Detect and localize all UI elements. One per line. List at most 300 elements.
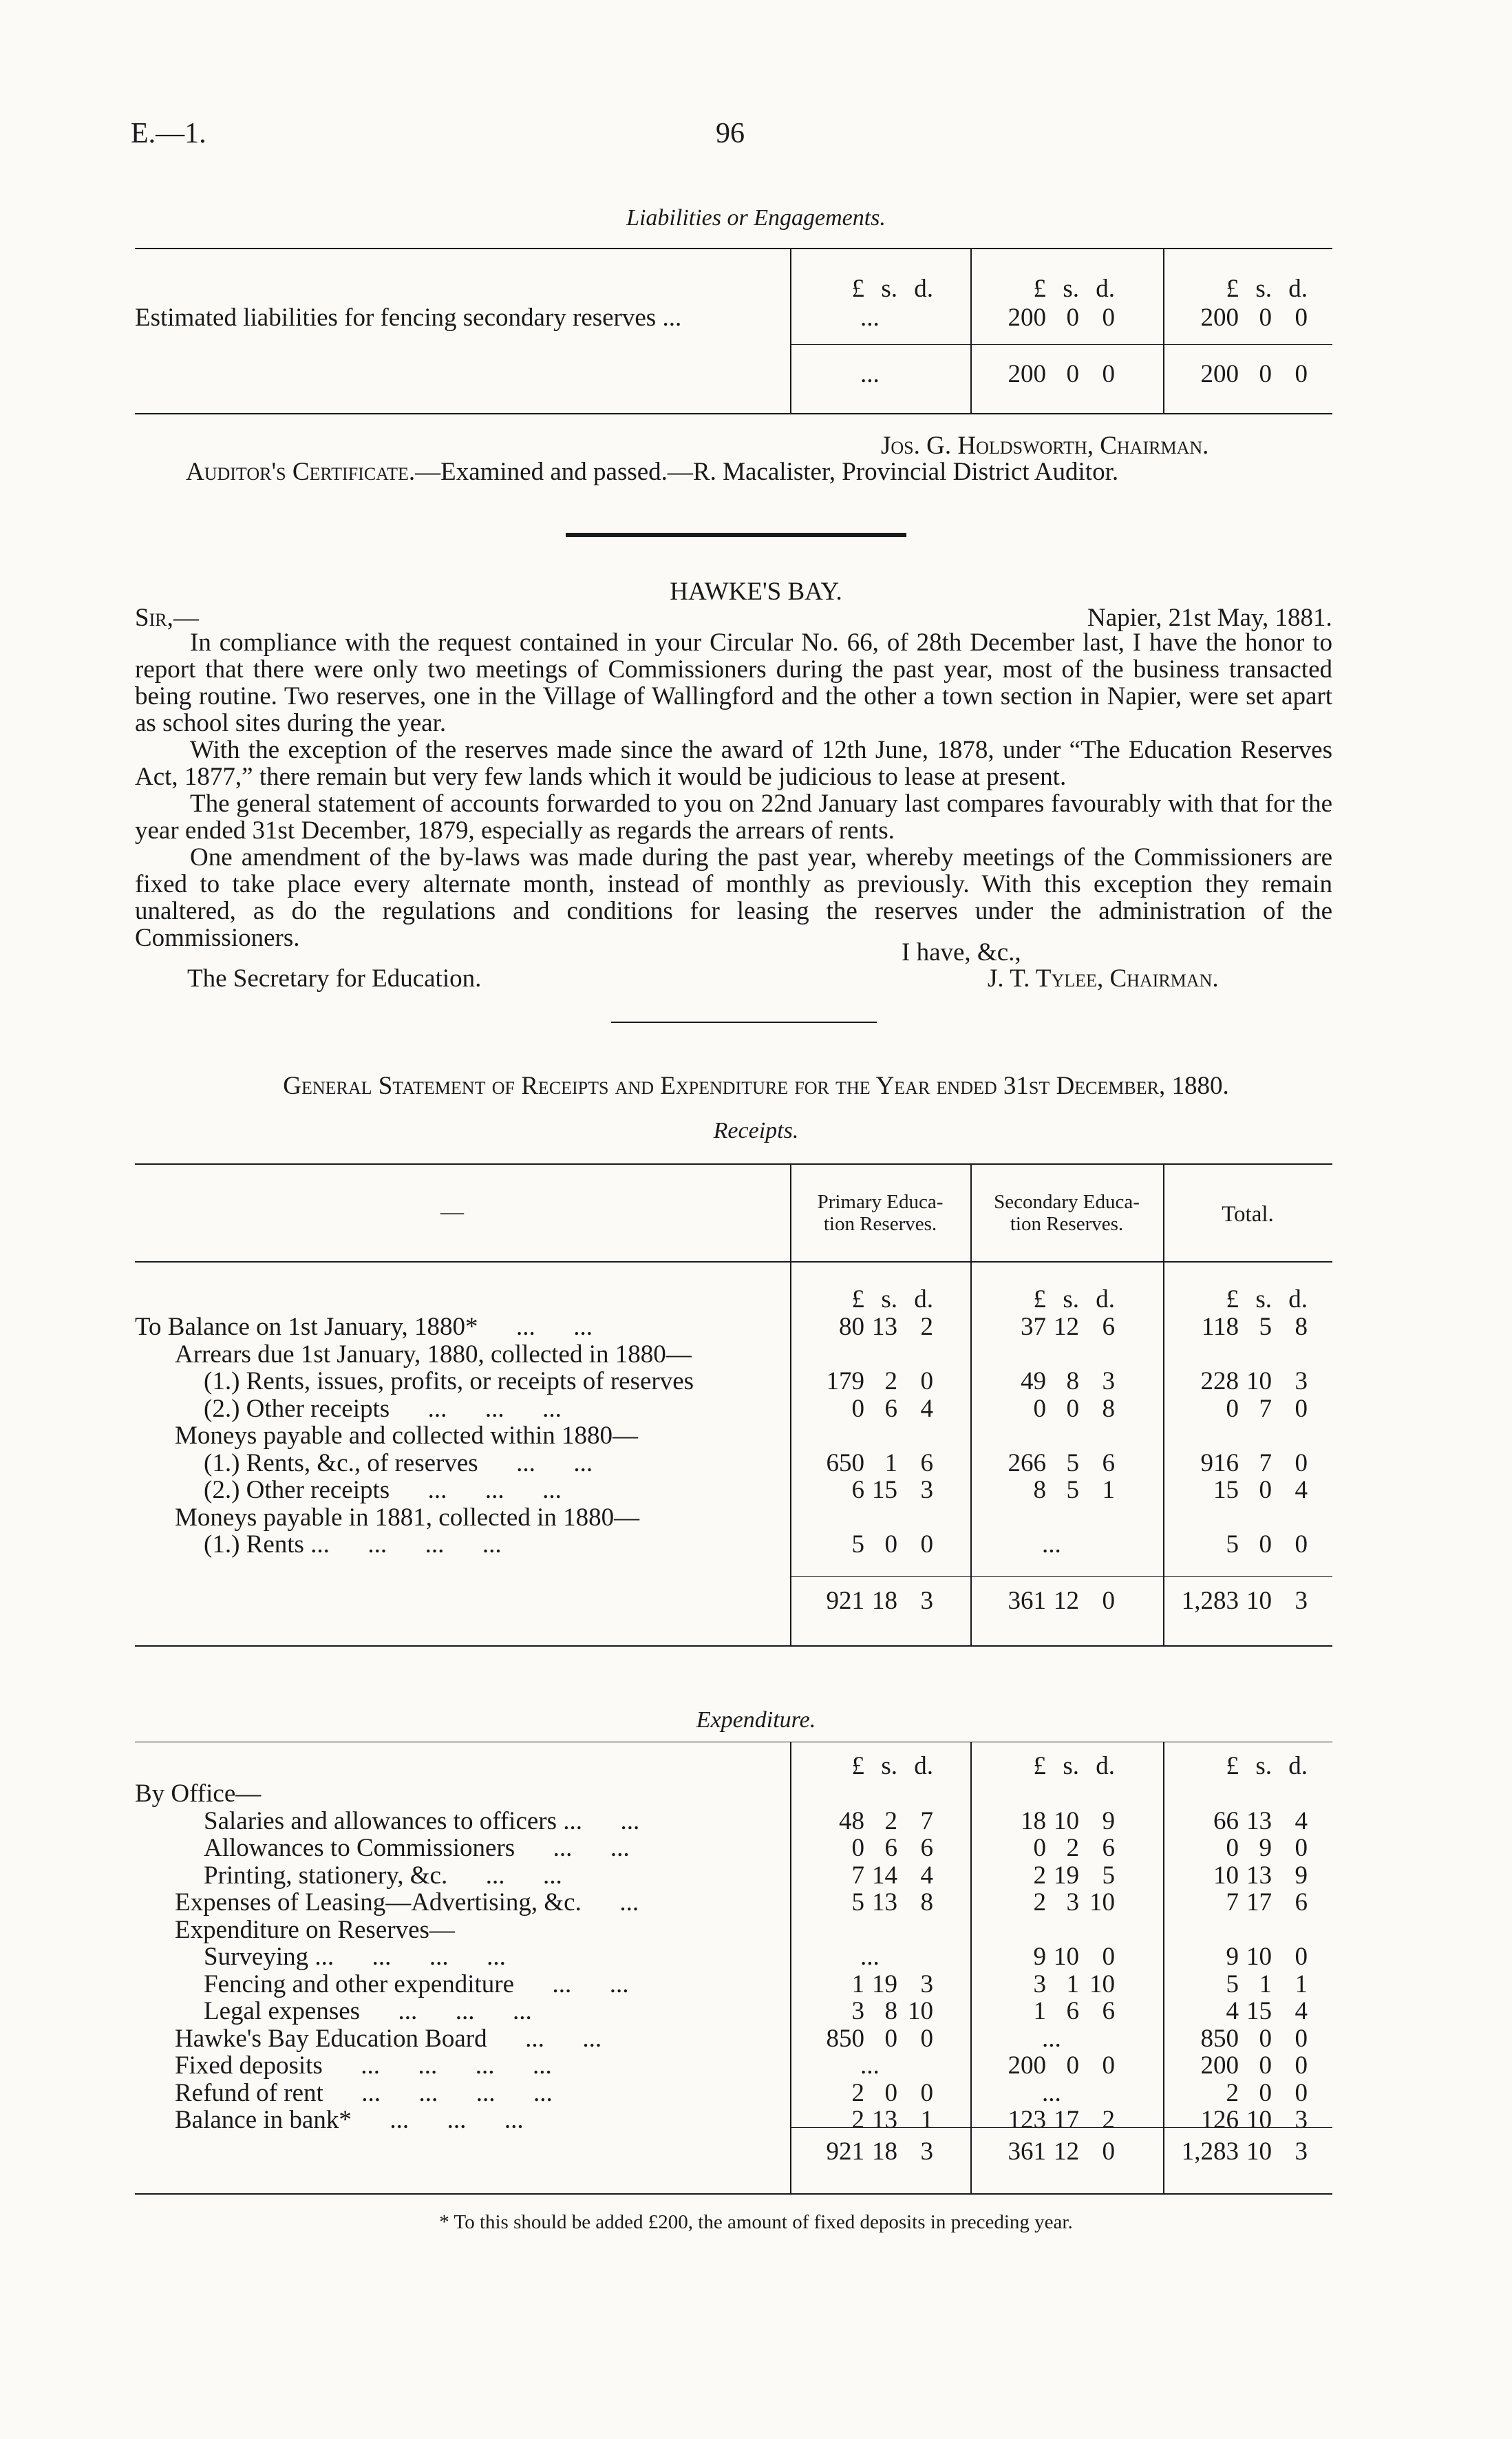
expenditure-total-pounds: 66 [1213, 1806, 1239, 1835]
column-header-3 [1163, 1203, 1332, 1225]
expenditure-total-pounds: 7 [1226, 1888, 1239, 1917]
auditor-certificate [186, 457, 1118, 487]
receipts-primary-pounds: 5 [851, 1530, 864, 1559]
receipts-grand-secondary [980, 1586, 1115, 1616]
expenditure-primary [798, 1806, 933, 1836]
receipts-grand-total-pounds: 1,283 [1181, 1587, 1239, 1615]
expenditure-primary-shillings: 0 [884, 2078, 897, 2107]
receipts-row-label: Moneys payable and collected within 1880— [175, 1422, 639, 1450]
unit-shilling: s. [1255, 1285, 1272, 1313]
receipts-primary-pence: 0 [920, 1367, 933, 1395]
receipts-secondary [980, 1475, 1115, 1505]
expenditure-total-pounds: 4 [1226, 1997, 1239, 2025]
expenditure-total-shillings: 13 [1246, 1861, 1272, 1890]
receipts-total [1173, 1448, 1308, 1478]
expenditure-unit-header-3 [1173, 1751, 1308, 1781]
expenditure-secondary-pence: 5 [1102, 1861, 1115, 1890]
receipts-row-label: (2.) Other receipts ... ... ... [204, 1394, 562, 1423]
expenditure-total-shillings: 0 [1259, 2024, 1272, 2053]
expenditure-row-label: Expenses of Leasing—Advertising, &c. ... [175, 1888, 639, 1917]
expenditure-grand-primary-pence: 3 [920, 2137, 933, 2166]
expenditure-grand-secondary-shillings: 12 [1054, 2137, 1079, 2166]
expenditure-secondary-shillings: 3 [1066, 1888, 1079, 1917]
expenditure-unit-header-1 [798, 1751, 933, 1781]
letter-paragraph-1: In compliance with the request contained in your Circular No. 66, of 28th December last, I have the honor to report that there were only two meetings of Commissioners during the past year, most of the business transacted being routine. Two reserves, one in the Village of Wallingford and the other a town section in Napier, were set apart as school sites during the year. [135, 629, 1332, 737]
expenditure-total [1173, 1942, 1308, 1972]
expenditure-grand-secondary-pounds: 361 [1008, 2137, 1046, 2166]
expenditure-total-pounds: 0 [1226, 1834, 1239, 1862]
expenditure-total [1173, 2078, 1308, 2108]
expenditure-secondary-pounds: 2 [1033, 1888, 1046, 1917]
receipts-primary [798, 1530, 933, 1559]
receipts-total-pounds: 0 [1226, 1394, 1239, 1423]
expenditure-primary [798, 1888, 933, 1917]
receipts-total [1173, 1530, 1308, 1559]
expenditure-total [1173, 2024, 1308, 2053]
receipts-primary-pence: 3 [920, 1476, 933, 1504]
expenditure-total-pounds: 5 [1226, 1970, 1239, 1998]
receipts-secondary-pounds: 8 [1033, 1476, 1046, 1504]
receipts-grand-total-shillings: 10 [1246, 1587, 1272, 1615]
expenditure-total-pence: 3 [1295, 2106, 1308, 2134]
expenditure-row-label: Expenditure on Reserves— [175, 1915, 455, 1944]
expenditure-total-shillings: 0 [1259, 2051, 1272, 2080]
expenditure-row-label: Refund of rent ... ... ... ... [175, 2078, 553, 2107]
expenditure-primary [798, 1970, 933, 1999]
receipts-grand-secondary-pence: 0 [1102, 1587, 1115, 1615]
receipts-primary [798, 1366, 933, 1396]
expenditure-secondary [980, 2105, 1115, 2135]
expenditure-secondary-shillings: 10 [1054, 1943, 1079, 1971]
receipts-grand-primary-pounds: 921 [826, 1587, 864, 1615]
expenditure-primary [798, 2105, 933, 2135]
liabilities-row-c3-pence: 0 [1295, 304, 1308, 332]
expenditure-primary [798, 2078, 933, 2108]
expenditure-total-shillings: 10 [1246, 2106, 1272, 2134]
expenditure-grand-total-pounds: 1,283 [1181, 2137, 1239, 2166]
receipts-primary-shillings: 13 [872, 1313, 897, 1341]
expenditure-primary-shillings: 0 [884, 2024, 897, 2053]
expenditure-total-pounds: 2 [1226, 2078, 1239, 2107]
receipts-secondary-pence: 6 [1102, 1448, 1115, 1477]
expenditure-total-shillings: 10 [1246, 1943, 1272, 1971]
expenditure-secondary-pence: 10 [1089, 1970, 1115, 1998]
expenditure-primary-pence: 0 [920, 2078, 933, 2107]
expenditure-row-label: Allowances to Commissioners ... ... [204, 1834, 630, 1862]
expenditure-primary-shillings: 14 [872, 1861, 897, 1890]
receipts-row-label: (1.) Rents, &c., of reserves ... ... [204, 1448, 593, 1477]
expenditure-row-label: Balance in bank* ... ... ... [175, 2106, 524, 2134]
receipts-grand-secondary-pounds: 361 [1008, 1587, 1046, 1615]
receipts-secondary [980, 1312, 1115, 1342]
expenditure-total-shillings: 13 [1246, 1806, 1272, 1835]
expenditure-secondary-pounds: 9 [1033, 1943, 1046, 1971]
expenditure-grand-total-shillings: 10 [1246, 2137, 1272, 2166]
receipts-secondary-pounds: 266 [1008, 1448, 1046, 1477]
liabilities-total-c3-pence: 0 [1295, 360, 1308, 388]
expenditure-primary-pounds: 850 [826, 2024, 864, 2053]
expenditure-primary-pounds: 1 [851, 1970, 864, 1998]
receipts-total-pounds: 118 [1201, 1313, 1239, 1341]
expenditure-secondary-pounds: 18 [1021, 1806, 1046, 1835]
liabilities-unit-header-1 [798, 274, 933, 304]
receipts-primary-pounds: 80 [839, 1313, 864, 1341]
expenditure-total-shillings: 15 [1246, 1997, 1272, 2025]
receipts-grand-total-pence: 3 [1295, 1587, 1308, 1615]
auditor-certificate-text: —Examined and passed.—R. Macalister, Provincial District Auditor. [415, 458, 1119, 486]
expenditure-total-pounds: 126 [1200, 2106, 1239, 2134]
liabilities-total-c2 [980, 359, 1115, 389]
receipts-secondary-pence: 6 [1102, 1313, 1115, 1341]
unit-shilling: s. [881, 275, 897, 303]
expenditure-row-label: Salaries and allowances to officers ... ... [204, 1806, 640, 1835]
liabilities-total-c3-shillings: 0 [1259, 360, 1272, 388]
expenditure-secondary-empty: ... [1042, 2078, 1061, 2107]
expenditure-total-pence: 0 [1295, 2051, 1308, 2080]
receipts-total-shillings: 7 [1259, 1448, 1272, 1477]
column-header-line: tion Reserves. [823, 1213, 937, 1235]
liabilities-row-c1: ... [860, 304, 880, 332]
unit-pence: d. [1096, 275, 1115, 303]
receipts-primary [798, 1394, 933, 1424]
receipts-total-pounds: 15 [1213, 1476, 1239, 1504]
expenditure-secondary-pence: 6 [1102, 1997, 1115, 2025]
unit-pence: d. [1288, 1285, 1308, 1313]
expenditure-row-label: Legal expenses ... ... ... [204, 1997, 532, 2025]
unit-pound: £ [1226, 1752, 1239, 1780]
receipts-total-shillings: 0 [1259, 1530, 1272, 1559]
receipts-unit-header-3 [1173, 1285, 1308, 1314]
expenditure-secondary-pounds: 0 [1033, 1834, 1046, 1862]
receipts-grand-primary-pence: 3 [920, 1587, 933, 1615]
expenditure-secondary-pounds: 1 [1033, 1997, 1046, 2025]
expenditure-secondary-pounds: 123 [1008, 2106, 1046, 2134]
column-header-line: Secondary Educa- [994, 1191, 1140, 1213]
letter-body [135, 629, 1332, 951]
expenditure-total-pence: 6 [1295, 1888, 1308, 1917]
expenditure-total-pence: 0 [1295, 2024, 1308, 2053]
expenditure-primary-pounds: 2 [851, 2078, 864, 2107]
liabilities-total-c2-shillings: 0 [1066, 360, 1079, 388]
column-header-line: Primary Educa- [817, 1191, 944, 1213]
expenditure-primary-shillings: 13 [872, 1888, 897, 1917]
letter-place-date: Napier, 21st May, 1881. [1087, 604, 1332, 632]
unit-pence: d. [1096, 1752, 1115, 1780]
expenditure-secondary-shillings: 10 [1054, 1806, 1079, 1835]
receipts-unit-header-2 [980, 1285, 1115, 1314]
expenditure-total [1173, 2051, 1308, 2080]
expenditure-secondary [980, 1888, 1115, 1917]
expenditure-grand-secondary [980, 2137, 1115, 2166]
receipts-primary-pounds: 650 [826, 1448, 864, 1477]
expenditure-primary-pence: 1 [920, 2106, 933, 2134]
liabilities-total-c3 [1173, 359, 1308, 389]
receipts-secondary-pounds: 49 [1021, 1367, 1046, 1395]
receipts-primary-pence: 4 [920, 1394, 933, 1423]
expenditure-primary-empty: ... [860, 1943, 880, 1971]
expenditure-total [1173, 2105, 1308, 2135]
column-header-line: tion Reserves. [1010, 1213, 1124, 1235]
unit-pound: £ [1226, 275, 1239, 303]
receipts-row-label: Arrears due 1st January, 1880, collected in 1880— [175, 1340, 692, 1369]
receipts-total-pounds: 228 [1200, 1367, 1239, 1395]
receipts-grand-primary-shillings: 18 [872, 1587, 897, 1615]
expenditure-row-label: Surveying ... ... ... ... [204, 1943, 506, 1971]
receipts-secondary-empty: ... [1042, 1530, 1061, 1559]
receipts-total-pence: 8 [1295, 1313, 1308, 1341]
receipts-total-pounds: 916 [1200, 1448, 1239, 1477]
letter-paragraph-2: With the exception of the reserves made since the award of 12th June, 1878, under “The Education Reserves Act, 1877,” there remain but very few lands which it would be judicious to lease at present. [135, 736, 1332, 791]
document-reference: E.—1. [131, 118, 206, 149]
expenditure-primary [798, 2024, 933, 2053]
expenditure-total-pence: 0 [1295, 1943, 1308, 1971]
receipts-row-label: Moneys payable in 1881, collected in 1880— [175, 1503, 640, 1532]
receipts-secondary-pence: 1 [1102, 1476, 1115, 1504]
expenditure-grand-primary [798, 2137, 933, 2166]
expenditure-secondary-pence: 10 [1089, 1888, 1115, 1917]
expenditure-secondary-pounds: 3 [1033, 1970, 1046, 1998]
unit-pence: d. [914, 1285, 933, 1313]
expenditure-secondary-shillings: 2 [1066, 1834, 1079, 1862]
expenditure-secondary-pounds: 200 [1008, 2051, 1046, 2080]
receipts-primary-pounds: 6 [851, 1476, 864, 1504]
unit-pence: d. [1096, 1285, 1115, 1313]
receipts-total-pence: 0 [1295, 1448, 1308, 1477]
expenditure-primary-pounds: 2 [851, 2106, 864, 2134]
expenditure-secondary [980, 2051, 1115, 2080]
expenditure-title: Expenditure. [696, 1707, 816, 1733]
expenditure-primary-pounds: 3 [851, 1997, 864, 2025]
expenditure-secondary-shillings: 17 [1054, 2106, 1079, 2134]
liabilities-total-c1: ... [860, 360, 880, 388]
receipts-secondary-pounds: 37 [1021, 1313, 1046, 1341]
expenditure-secondary [980, 1806, 1115, 1836]
expenditure-total [1173, 1806, 1308, 1836]
expenditure-secondary [980, 1942, 1115, 1972]
receipts-secondary-shillings: 12 [1054, 1313, 1079, 1341]
expenditure-grand-total [1173, 2137, 1308, 2166]
receipts-secondary-shillings: 0 [1066, 1394, 1079, 1423]
expenditure-primary [798, 1996, 933, 2026]
footnote: * To this should be added £200, the amount of fixed deposits in preceding year. [439, 2211, 1073, 2233]
receipts-total-shillings: 5 [1259, 1313, 1272, 1341]
expenditure-total-pence: 4 [1295, 1997, 1308, 2025]
receipts-primary-pence: 2 [920, 1313, 933, 1341]
receipts-row-label: (1.) Rents, issues, profits, or receipts of reserves [204, 1367, 694, 1395]
expenditure-row-label: Fencing and other expenditure ... ... [204, 1970, 629, 1998]
unit-pound: £ [1033, 1285, 1046, 1313]
expenditure-secondary-shillings: 19 [1054, 1861, 1079, 1890]
letter-paragraph-3: The general statement of accounts forwarded to you on 22nd January last compares favourably with that for the year ended 31st December, 1879, especially as regards the arrears of rents. [135, 790, 1332, 845]
receipts-total-pounds: 5 [1226, 1530, 1239, 1559]
expenditure-primary-pence: 4 [920, 1861, 933, 1890]
letter-closing: I have, &c., [902, 938, 1021, 967]
expenditure-secondary [980, 1970, 1115, 1999]
receipts-unit-header-1 [798, 1285, 933, 1314]
unit-pound: £ [1226, 1285, 1239, 1313]
expenditure-total-pence: 0 [1295, 2078, 1308, 2107]
expenditure-secondary-pence: 6 [1102, 1834, 1115, 1862]
expenditure-primary-empty: ... [860, 2051, 880, 2080]
expenditure-secondary-pence: 9 [1102, 1806, 1115, 1835]
liabilities-row-c2-shillings: 0 [1066, 304, 1079, 332]
expenditure-primary-shillings: 2 [884, 1806, 897, 1835]
expenditure-total [1173, 1833, 1308, 1863]
chairman-signature-1: Jos. G. Holdsworth, Chairman. [881, 432, 1209, 460]
expenditure-primary-pounds: 5 [851, 1888, 864, 1917]
receipts-total-pence: 4 [1295, 1476, 1308, 1504]
unit-pence: d. [1288, 1752, 1308, 1780]
receipts-secondary [980, 1366, 1115, 1396]
expenditure-total-pence: 1 [1295, 1970, 1308, 1998]
liabilities-row-c2-pence: 0 [1102, 304, 1115, 332]
expenditure-primary-pence: 7 [920, 1806, 933, 1835]
liabilities-row-c3-shillings: 0 [1259, 304, 1272, 332]
receipts-primary-shillings: 1 [884, 1448, 897, 1477]
statement-title: General Statement of Receipts and Expenditure for the Year ended 31st December, 1880. [283, 1072, 1229, 1100]
receipts-total-shillings: 0 [1259, 1476, 1272, 1504]
receipts-row-label: To Balance on 1st January, 1880* ... ... [135, 1313, 593, 1341]
expenditure-secondary [980, 1996, 1115, 2026]
expenditure-primary-pence: 0 [920, 2024, 933, 2053]
receipts-grand-total [1173, 1586, 1308, 1616]
expenditure-primary-pence: 6 [920, 1834, 933, 1862]
expenditure-primary [798, 1861, 933, 1890]
receipts-secondary-pence: 8 [1102, 1394, 1115, 1423]
unit-shilling: s. [1063, 275, 1079, 303]
liabilities-row-c2-pounds: 200 [1008, 304, 1046, 332]
unit-shilling: s. [1063, 1285, 1079, 1313]
unit-shilling: s. [881, 1752, 897, 1780]
expenditure-secondary [980, 1833, 1115, 1863]
liabilities-unit-header-3 [1173, 274, 1308, 304]
expenditure-total-pounds: 200 [1200, 2051, 1239, 2080]
expenditure-secondary-pence: 0 [1102, 1943, 1115, 1971]
column-header-2 [970, 1191, 1163, 1235]
expenditure-total [1173, 1970, 1308, 1999]
liabilities-row-label: Estimated liabilities for fencing secondary reserves ... [135, 304, 682, 332]
receipts-primary-pounds: 0 [851, 1394, 864, 1423]
expenditure-row-label: Fixed deposits ... ... ... ... [175, 2051, 552, 2080]
liabilities-total-c2-pounds: 200 [1008, 360, 1046, 388]
expenditure-total [1173, 1888, 1308, 1917]
expenditure-total-pounds: 9 [1226, 1943, 1239, 1971]
receipts-row-label: (2.) Other receipts ... ... ... [204, 1476, 562, 1504]
receipts-total-pence: 0 [1295, 1530, 1308, 1559]
receipts-dash-header: — [440, 1199, 464, 1225]
receipts-total-pence: 3 [1295, 1367, 1308, 1395]
unit-pence: d. [914, 275, 933, 303]
column-header-line: Total. [1222, 1202, 1274, 1227]
receipts-total [1173, 1366, 1308, 1396]
unit-pound: £ [851, 275, 864, 303]
unit-shilling: s. [1255, 1752, 1272, 1780]
expenditure-total-pounds: 850 [1200, 2024, 1239, 2053]
unit-pound: £ [1033, 1752, 1046, 1780]
expenditure-total [1173, 1861, 1308, 1890]
letter-heading: HAWKE'S BAY. [670, 578, 842, 606]
receipts-primary-shillings: 6 [884, 1394, 897, 1423]
auditor-certificate-label: Auditor's Certificate. [186, 458, 416, 486]
expenditure-secondary-pounds: 2 [1033, 1861, 1046, 1890]
expenditure-primary-pence: 10 [908, 1997, 933, 2025]
unit-pound: £ [851, 1285, 864, 1313]
expenditure-primary-pounds: 0 [851, 1834, 864, 1862]
unit-pence: d. [1288, 275, 1308, 303]
liabilities-total-c3-pounds: 200 [1200, 360, 1239, 388]
receipts-primary-shillings: 2 [884, 1367, 897, 1395]
receipts-total [1173, 1312, 1308, 1342]
expenditure-unit-header-2 [980, 1751, 1115, 1781]
receipts-secondary-shillings: 5 [1066, 1448, 1079, 1477]
column-header-1 [790, 1191, 970, 1235]
expenditure-total [1173, 1996, 1308, 2026]
liabilities-row-c3 [1173, 303, 1308, 332]
expenditure-secondary-shillings: 6 [1066, 1997, 1079, 2025]
receipts-secondary-shillings: 5 [1066, 1476, 1079, 1504]
expenditure-grand-secondary-pence: 0 [1102, 2137, 1115, 2166]
expenditure-secondary-shillings: 0 [1066, 2051, 1079, 2080]
expenditure-total-shillings: 17 [1246, 1888, 1272, 1917]
receipts-secondary-pence: 3 [1102, 1367, 1115, 1395]
receipts-primary-shillings: 0 [884, 1530, 897, 1559]
expenditure-primary-pounds: 7 [851, 1861, 864, 1890]
letter-salutation: Sir,— [135, 604, 199, 632]
unit-shilling: s. [1255, 275, 1272, 303]
receipts-secondary-shillings: 8 [1066, 1367, 1079, 1395]
expenditure-primary-pence: 8 [920, 1888, 933, 1917]
expenditure-primary-shillings: 6 [884, 1834, 897, 1862]
receipts-grand-primary [798, 1586, 933, 1616]
liabilities-unit-header-2 [980, 274, 1115, 304]
receipts-total-pence: 0 [1295, 1394, 1308, 1423]
expenditure-grand-total-pence: 3 [1295, 2137, 1308, 2166]
expenditure-secondary-empty: ... [1042, 2024, 1061, 2053]
expenditure-primary [798, 1833, 933, 1863]
receipts-primary [798, 1475, 933, 1505]
liabilities-row-c2 [980, 303, 1115, 332]
letter-signature: J. T. Tylee, Chairman. [988, 964, 1219, 993]
letter-paragraph-4: One amendment of the by-laws was made during the past year, whereby meetings of the Commissioners are fixed to take place every alternate month, instead of monthly as previously. With this exception they remain unaltered, as do the regulations and conditions for leasing the reserves under the administration of the Commissioners. [135, 843, 1332, 952]
expenditure-primary-shillings: 19 [872, 1970, 897, 1998]
receipts-primary-pounds: 179 [826, 1367, 864, 1395]
expenditure-row-label: Printing, stationery, &c. ... ... [204, 1861, 562, 1890]
receipts-total [1173, 1394, 1308, 1424]
expenditure-total-shillings: 0 [1259, 2078, 1272, 2107]
receipts-primary [798, 1448, 933, 1478]
receipts-primary-pence: 0 [920, 1530, 933, 1559]
expenditure-secondary-shillings: 1 [1066, 1970, 1079, 1998]
expenditure-total-shillings: 9 [1259, 1834, 1272, 1862]
expenditure-total-pence: 4 [1295, 1806, 1308, 1835]
expenditure-secondary [980, 1861, 1115, 1890]
expenditure-total-pence: 0 [1295, 1834, 1308, 1862]
liabilities-row-c3-pounds: 200 [1200, 304, 1239, 332]
expenditure-row-label: By Office— [135, 1780, 262, 1808]
receipts-secondary [980, 1394, 1115, 1424]
receipts-primary-shillings: 15 [872, 1476, 897, 1504]
expenditure-primary-pounds: 48 [839, 1806, 864, 1835]
unit-shilling: s. [881, 1285, 897, 1313]
receipts-row-label: (1.) Rents ... ... ... ... [204, 1530, 502, 1559]
expenditure-primary-pence: 3 [920, 1970, 933, 1998]
receipts-total-shillings: 7 [1259, 1394, 1272, 1423]
expenditure-secondary-pence: 0 [1102, 2051, 1115, 2080]
receipts-total [1173, 1475, 1308, 1505]
receipts-primary-pence: 6 [920, 1448, 933, 1477]
letter-addressee: The Secretary for Education. [187, 964, 482, 993]
receipts-grand-secondary-shillings: 12 [1054, 1587, 1079, 1615]
